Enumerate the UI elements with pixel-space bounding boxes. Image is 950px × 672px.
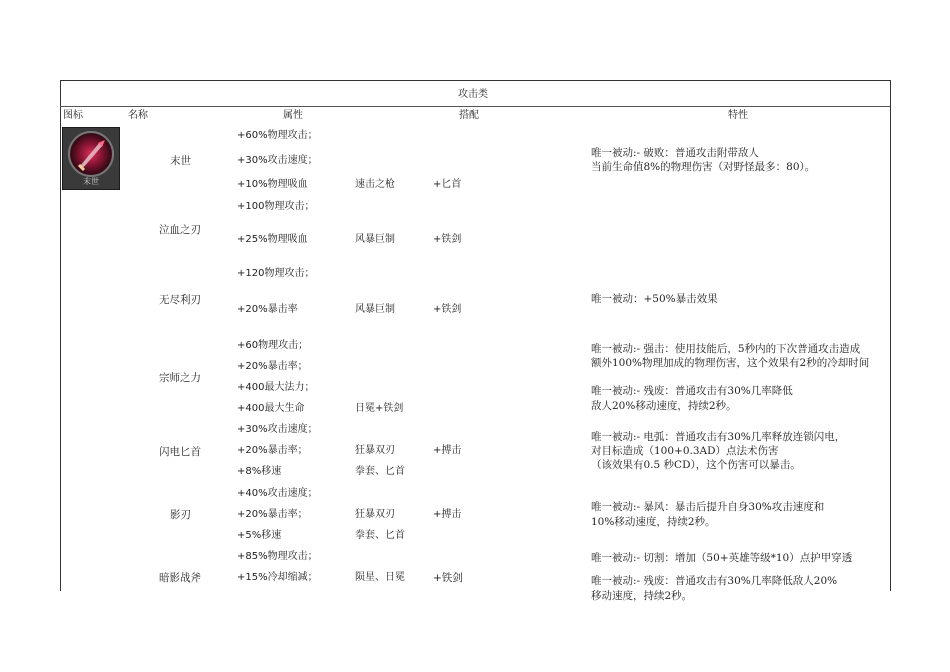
sword-emblem-icon (68, 131, 114, 177)
item-feature: 唯一被动:- 残废：普通攻击有30%几率降低敌人20% (591, 575, 838, 587)
item-attr: +400最大生命 (237, 403, 305, 414)
item-combo-extra: +搏击 (433, 445, 462, 456)
item-attr: +20%暴击率； (237, 361, 308, 372)
header-divider (60, 106, 890, 107)
header-name: 名称 (128, 110, 148, 121)
item-name: 影刃 (170, 509, 191, 521)
header-icon: 图标 (63, 110, 83, 121)
item-combo-extra: +铁剑 (433, 572, 463, 584)
item-feature: 10%移动速度，持续2秒。 (591, 516, 716, 528)
item-attr: +30%攻击速度； (237, 424, 318, 435)
item-name: 无尽利刃 (159, 294, 201, 306)
item-feature: 当前生命值8%的物理伤害（对野怪最多：80）。 (591, 161, 816, 173)
item-attr: +5%移速 (237, 530, 282, 541)
item-attr: +20%暴击率； (237, 445, 308, 456)
item-feature: 唯一被动:- 暴风：暴击后提升自身30%攻击速度和 (591, 501, 825, 513)
item-combo: 速击之枪 (355, 179, 395, 190)
item-combo: 拳套、匕首 (355, 530, 405, 541)
table-title: 攻击类 (458, 89, 488, 100)
item-combo-extra: +匕首 (433, 179, 462, 190)
item-icon-tile (62, 127, 120, 190)
item-name: 宗师之力 (159, 372, 201, 384)
item-attr: +120物理攻击； (237, 268, 315, 279)
item-combo: 狂暴双刃 (355, 509, 395, 520)
item-attr: +15%冷却缩减； (237, 572, 318, 583)
item-attr: +20%暴击率； (237, 509, 308, 520)
item-name: 泣血之刃 (159, 224, 201, 236)
item-feature: 唯一被动:- 残废：普通攻击有30%几率降低 (591, 385, 793, 397)
item-feature: 唯一被动:- 强击：使用技能后，5秒内的下次普通攻击造成 (591, 343, 861, 355)
item-feature: 对目标造成（100+0.3AD）点法术伤害 (591, 445, 779, 457)
header-attr: 属性 (283, 110, 303, 121)
item-combo: 陨星、日冕 (355, 572, 405, 583)
item-attr: +40%攻击速度； (237, 488, 318, 499)
header-combo: 搭配 (459, 110, 479, 121)
item-feature: 唯一被动:- 电弧：普通攻击有30%几率释放连锁闪电， (591, 431, 846, 443)
item-attr: +60物理攻击； (237, 340, 309, 351)
item-icon-caption: 末世 (83, 177, 99, 186)
item-name: 末世 (170, 155, 191, 167)
item-feature: 移动速度，持续2秒。 (591, 590, 693, 602)
item-feature: 敌人20%移动速度，持续2秒。 (591, 400, 737, 412)
item-attr: +20%暴击率 (237, 304, 298, 315)
item-feature: 唯一被动:- 破败：普通攻击附带敌人 (591, 147, 759, 159)
item-feature: （该效果有0.5 秒CD），这个伤害可以暴击。 (591, 459, 801, 471)
item-attr: +25%物理吸血 (237, 234, 308, 245)
item-combo: 风暴巨制 (355, 234, 395, 245)
item-combo: 日冕+铁剑 (355, 403, 404, 414)
item-name: 闪电匕首 (159, 446, 201, 458)
item-feature: 唯一被动：+50%暴击效果 (591, 293, 718, 305)
item-combo: 狂暴双刃 (355, 445, 395, 456)
item-attr: +100物理攻击； (237, 201, 315, 212)
item-combo-extra: +铁剑 (433, 304, 462, 315)
item-feature: 额外100%物理加成的物理伤害，这个效果有2秒的冷却时间 (591, 357, 870, 369)
item-combo: 风暴巨制 (355, 304, 395, 315)
item-attr: +30%攻击速度； (237, 155, 318, 166)
item-attr: +85%物理攻击； (237, 551, 318, 562)
item-attr: +8%移速 (237, 466, 282, 477)
item-attr: +400最大法力； (237, 382, 315, 393)
item-combo: 拳套、匕首 (355, 466, 405, 477)
item-combo-extra: +铁剑 (433, 234, 462, 245)
item-combo-extra: +搏击 (433, 509, 462, 520)
item-attr: +60%物理攻击； (237, 130, 318, 141)
item-name: 暗影战斧 (159, 572, 201, 584)
header-feature: 特性 (728, 110, 748, 121)
item-feature: 唯一被动:- 切割：增加（50+英雄等级*10）点护甲穿透 (591, 552, 853, 564)
item-attr: +10%物理吸血 (237, 179, 308, 190)
